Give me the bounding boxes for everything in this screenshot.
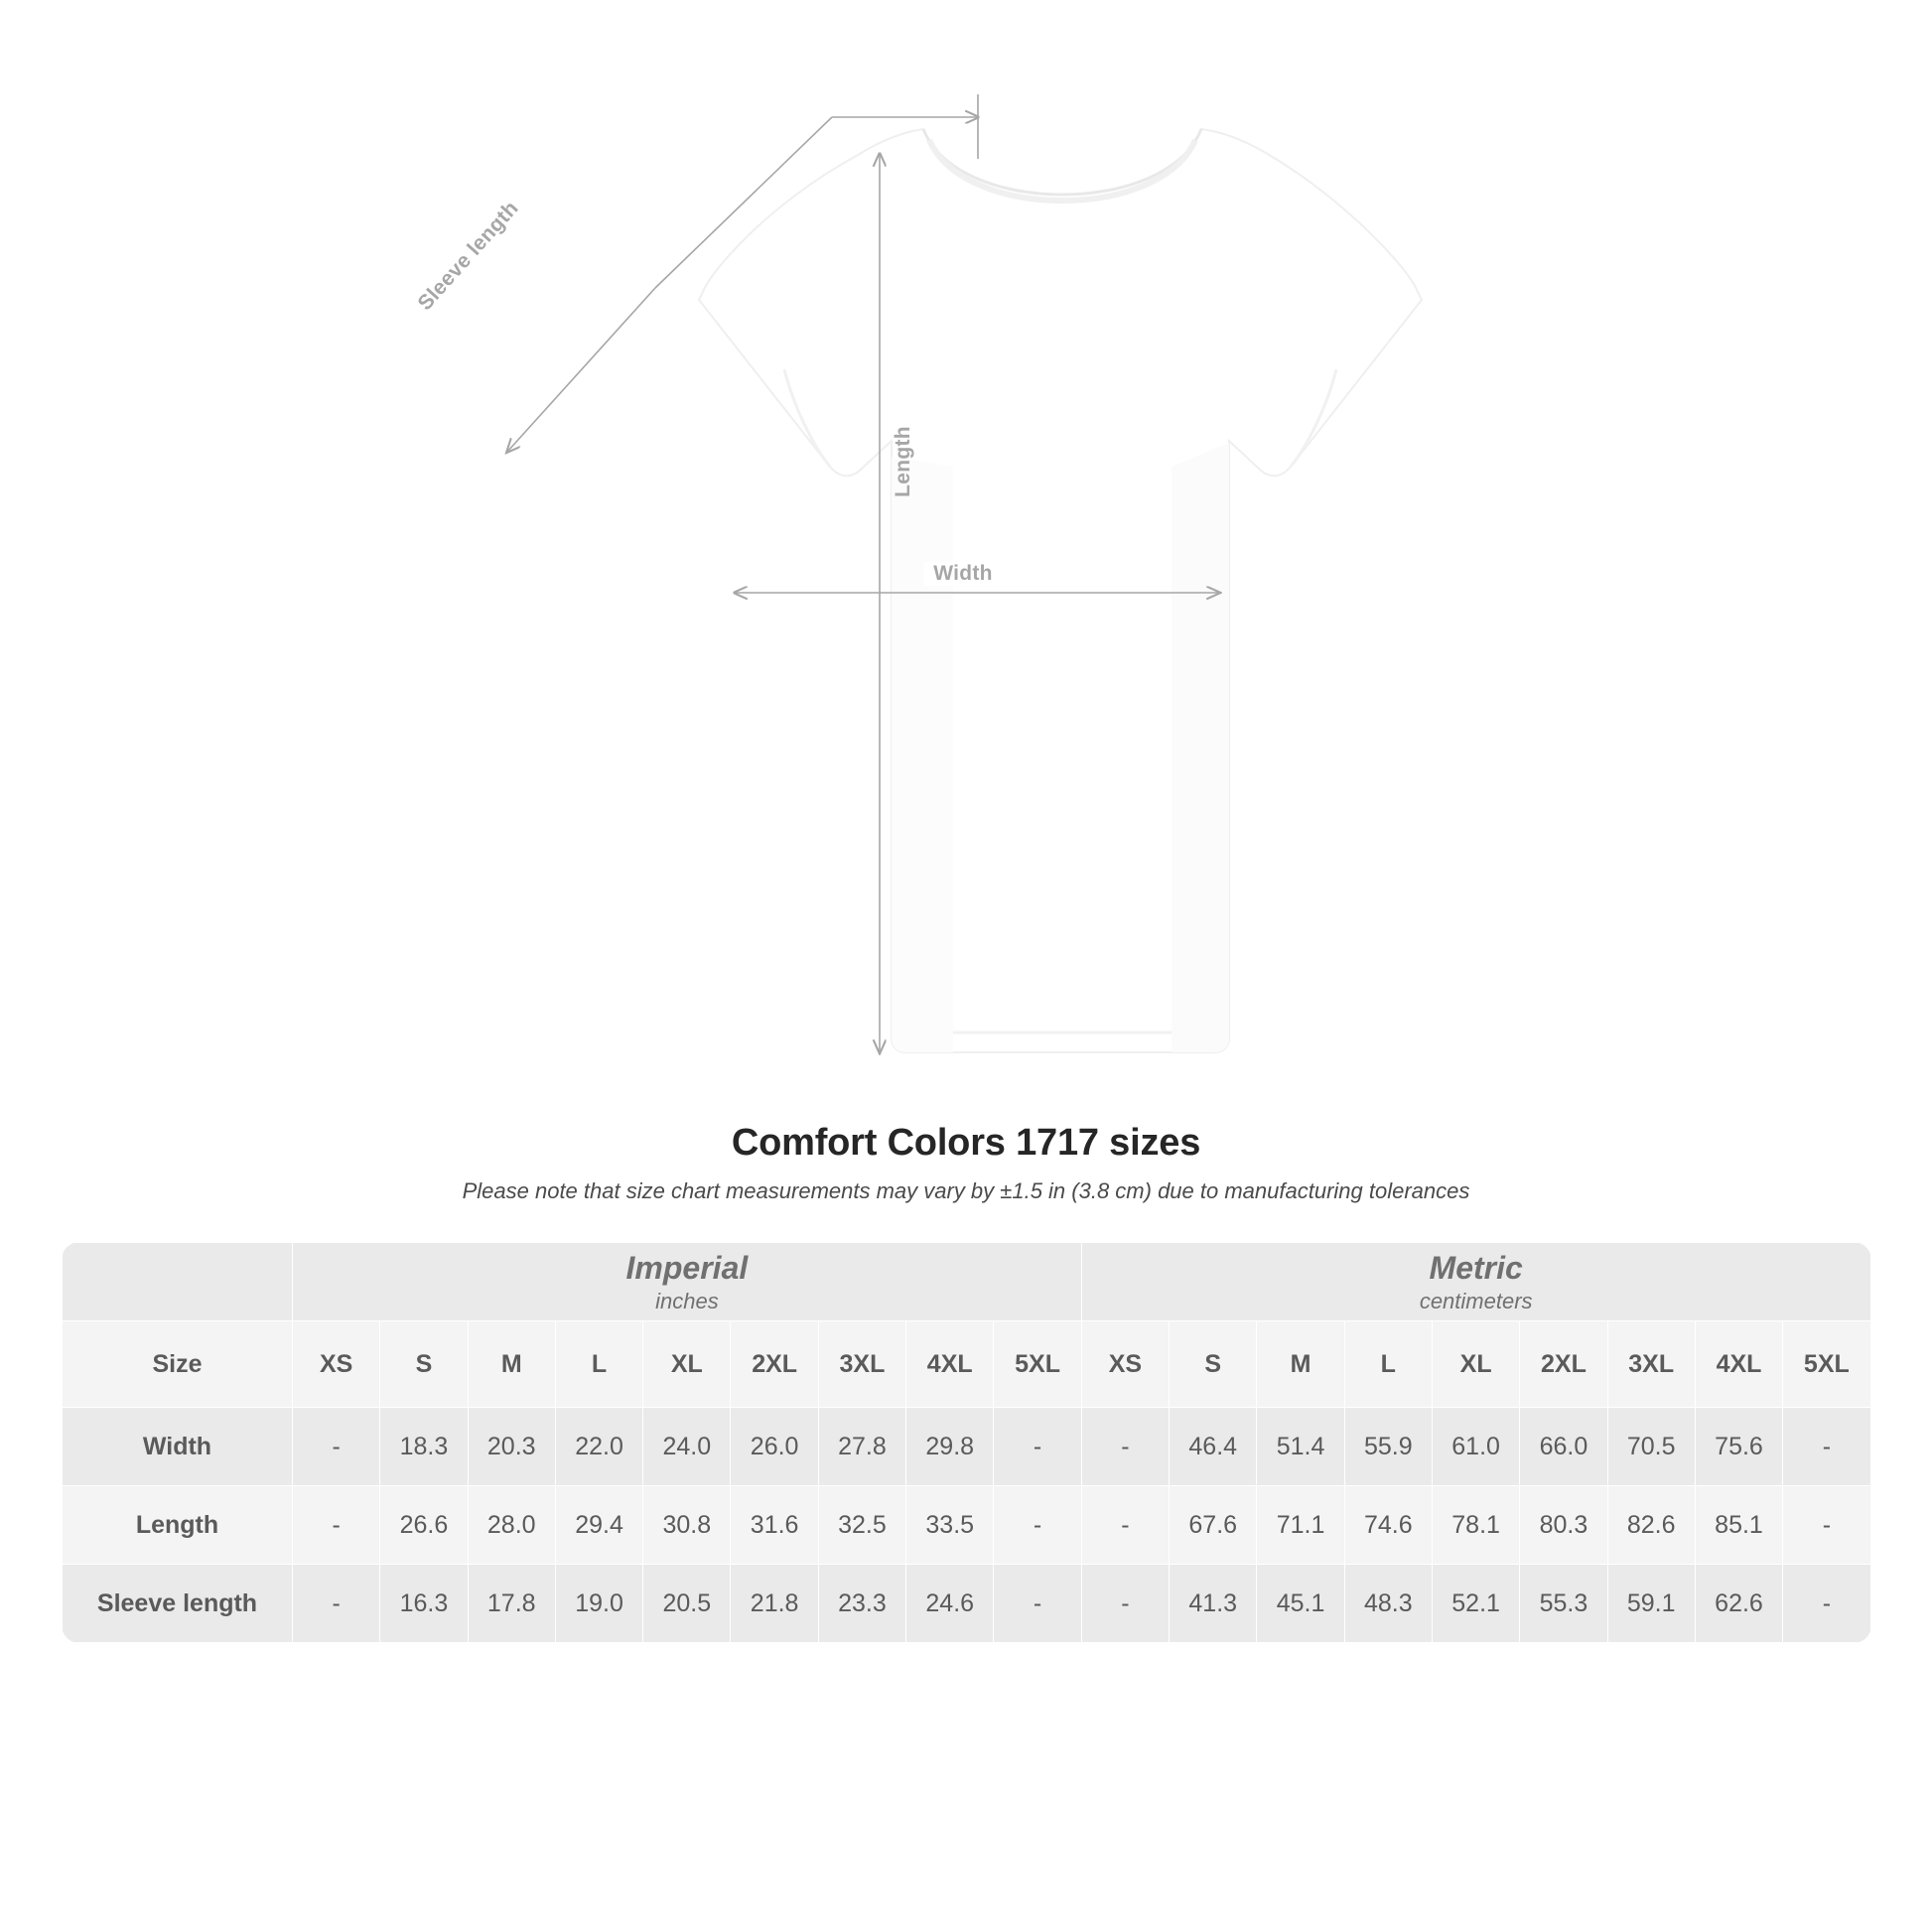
col-header-cell: 3XL xyxy=(1607,1321,1695,1408)
cell: 85.1 xyxy=(1695,1486,1782,1565)
cell: 66.0 xyxy=(1520,1408,1607,1486)
cell: - xyxy=(994,1408,1081,1486)
col-header-cell: S xyxy=(380,1321,468,1408)
cell: 33.5 xyxy=(906,1486,994,1565)
cell: 23.3 xyxy=(818,1565,905,1643)
cell: - xyxy=(1081,1565,1169,1643)
cell: 61.0 xyxy=(1432,1408,1519,1486)
cell: 59.1 xyxy=(1607,1565,1695,1643)
col-header-cell: 5XL xyxy=(994,1321,1081,1408)
cell: 21.8 xyxy=(731,1565,818,1643)
width-label: Width xyxy=(923,562,1003,586)
sleeve-length-label: Sleeve length xyxy=(413,197,523,316)
cell: - xyxy=(1081,1408,1169,1486)
col-header-cell: L xyxy=(1344,1321,1432,1408)
cell: 80.3 xyxy=(1520,1486,1607,1565)
cell: 78.1 xyxy=(1432,1486,1519,1565)
table-row xyxy=(63,1408,1871,1486)
unit-name-imperial: Imperial xyxy=(625,1249,749,1286)
cell: - xyxy=(293,1565,380,1643)
cell: 41.3 xyxy=(1170,1565,1257,1643)
col-header-cell: 3XL xyxy=(818,1321,905,1408)
cell: 82.6 xyxy=(1607,1486,1695,1565)
cell: 26.6 xyxy=(380,1486,468,1565)
cell: - xyxy=(1783,1486,1870,1565)
col-header-cell: L xyxy=(555,1321,642,1408)
cell: - xyxy=(994,1565,1081,1643)
tshirt-shape xyxy=(699,129,1422,1052)
cell: 19.0 xyxy=(555,1565,642,1643)
unit-name-metric: Metric xyxy=(1429,1249,1523,1286)
cell: 70.5 xyxy=(1607,1408,1695,1486)
cell: 29.4 xyxy=(555,1486,642,1565)
cell: - xyxy=(293,1486,380,1565)
table-row xyxy=(63,1486,1871,1565)
cell: 18.3 xyxy=(380,1408,468,1486)
cell: 46.4 xyxy=(1170,1408,1257,1486)
cell: - xyxy=(293,1408,380,1486)
cell: 29.8 xyxy=(906,1408,994,1486)
length-label: Length xyxy=(892,426,914,497)
table-row xyxy=(63,1565,1871,1643)
unit-header-imperial xyxy=(293,1243,1082,1321)
row-header-size: Size xyxy=(63,1321,293,1408)
unit-sub-imperial: inches xyxy=(655,1288,719,1313)
row-label-sleeve-length: Sleeve length xyxy=(63,1565,293,1643)
col-header-cell: XS xyxy=(293,1321,380,1408)
cell: - xyxy=(994,1486,1081,1565)
unit-header-row xyxy=(63,1243,1871,1321)
cell: 27.8 xyxy=(818,1408,905,1486)
cell: - xyxy=(1783,1408,1870,1486)
cell: 67.6 xyxy=(1170,1486,1257,1565)
cell: 16.3 xyxy=(380,1565,468,1643)
cell: 74.6 xyxy=(1344,1486,1432,1565)
cell: 28.0 xyxy=(468,1486,555,1565)
corner-cell xyxy=(63,1243,293,1321)
cell: 45.1 xyxy=(1257,1565,1344,1643)
col-header-cell: 4XL xyxy=(1695,1321,1782,1408)
cell: 75.6 xyxy=(1695,1408,1782,1486)
cell: 71.1 xyxy=(1257,1486,1344,1565)
cell: 24.0 xyxy=(643,1408,731,1486)
cell: 62.6 xyxy=(1695,1565,1782,1643)
cell: 24.6 xyxy=(906,1565,994,1643)
cell: 31.6 xyxy=(731,1486,818,1565)
unit-header-metric xyxy=(1081,1243,1870,1321)
cell: 32.5 xyxy=(818,1486,905,1565)
row-label-width: Width xyxy=(63,1408,293,1486)
col-header-cell: 5XL xyxy=(1783,1321,1870,1408)
page-title: Comfort Colors 1717 sizes xyxy=(731,1122,1201,1164)
cell: 26.0 xyxy=(731,1408,818,1486)
col-header-cell: S xyxy=(1170,1321,1257,1408)
col-header-cell: XL xyxy=(1432,1321,1519,1408)
col-header-cell: XL xyxy=(643,1321,731,1408)
col-header-cell: M xyxy=(468,1321,555,1408)
cell: 20.5 xyxy=(643,1565,731,1643)
cell: - xyxy=(1783,1565,1870,1643)
cell: 22.0 xyxy=(555,1408,642,1486)
cell: 17.8 xyxy=(468,1565,555,1643)
unit-sub-metric: centimeters xyxy=(1419,1288,1533,1313)
tolerance-note: Please note that size chart measurements may vary by ±1.5 in (3.8 cm) due to manufacturing tolerances xyxy=(462,1178,1470,1203)
size-table-wrapper xyxy=(62,1242,1870,1643)
cell: - xyxy=(1081,1486,1169,1565)
cell: 52.1 xyxy=(1432,1565,1519,1643)
cell: 48.3 xyxy=(1344,1565,1432,1643)
col-header-cell: XS xyxy=(1081,1321,1169,1408)
size-header-row xyxy=(63,1321,1871,1408)
col-header-cell: 2XL xyxy=(731,1321,818,1408)
cell: 55.9 xyxy=(1344,1408,1432,1486)
col-header-cell: 2XL xyxy=(1520,1321,1607,1408)
cell: 20.3 xyxy=(468,1408,555,1486)
row-label-length: Length xyxy=(63,1486,293,1565)
col-header-cell: M xyxy=(1257,1321,1344,1408)
cell: 30.8 xyxy=(643,1486,731,1565)
col-header-cell: 4XL xyxy=(906,1321,994,1408)
cell: 55.3 xyxy=(1520,1565,1607,1643)
cell: 51.4 xyxy=(1257,1408,1344,1486)
size-table xyxy=(62,1242,1871,1643)
